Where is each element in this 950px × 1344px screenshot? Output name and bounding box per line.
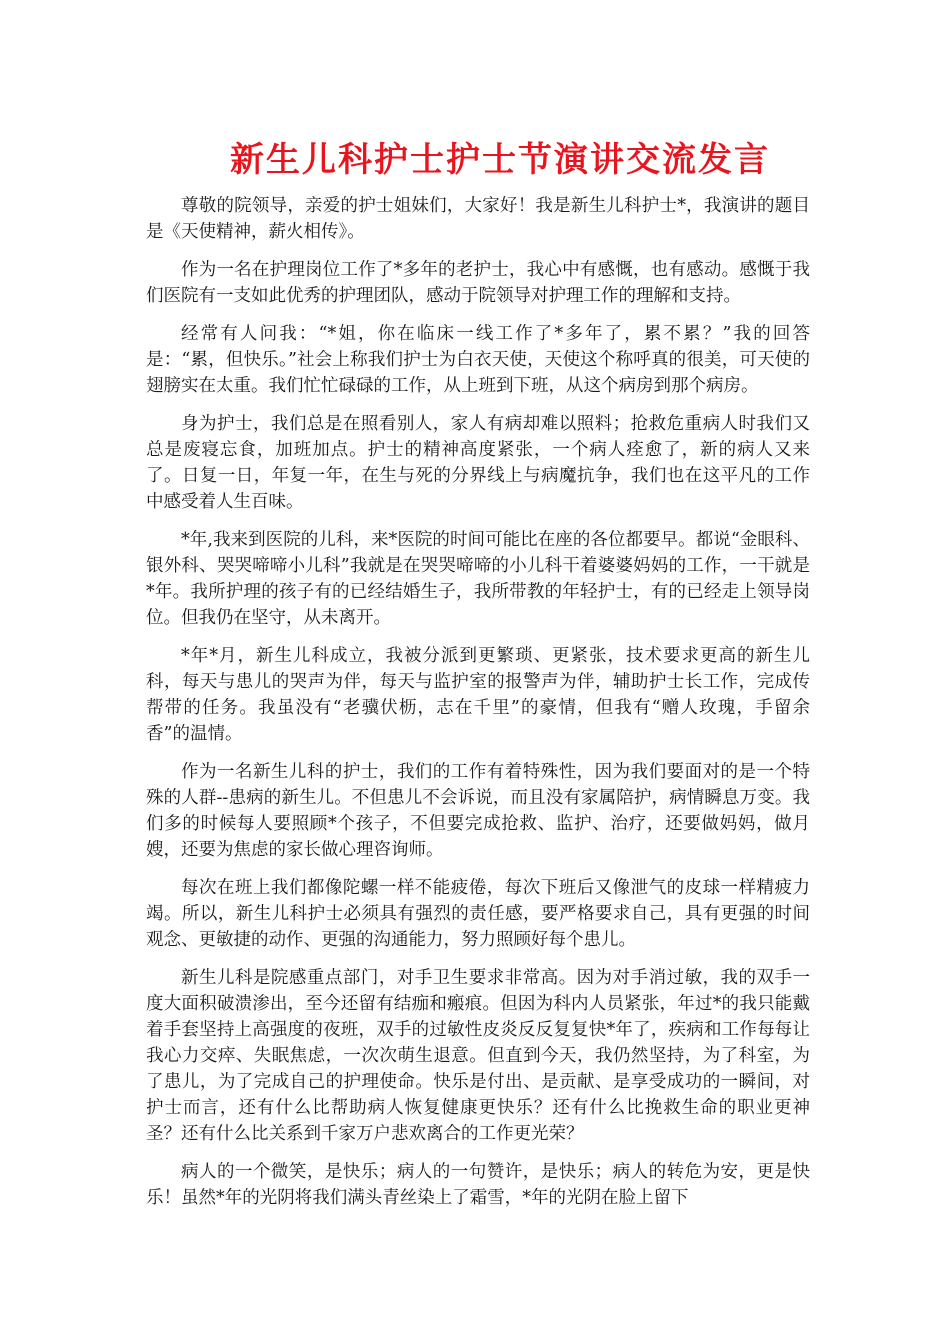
paragraph-2: 作为一名在护理岗位工作了*多年的老护士，我心中有感慨，也有感动。感慨于我们医院有一支如此优秀的护理团队，感动于院领导对护理工作的理解和支持。 (146, 260, 810, 306)
paragraph-7: 作为一名新生儿科的护士，我们的工作有着特殊性，因为我们要面对的是一个特殊的人群--患病的新生儿。不但患儿不会诉说，而且没有家属陪护，病情瞬息万变。我们多的时候每人要照顾*个孩子，不但要完成抢救、监护、治疗，还要做妈妈，做月嫂，还要为焦虑的家长做心理咨询师。 (146, 762, 810, 860)
paragraph-1: 尊敬的院领导，亲爱的护士姐妹们，大家好！我是新生儿科护士*，我演讲的题目是《天使精神，薪火相传》。 (146, 196, 810, 242)
document-body (146, 193, 810, 1211)
paragraph-4: 身为护士，我们总是在照看别人，家人有病却难以照料；抢救危重病人时我们又总是废寝忘食，加班加点。护士的精神高度紧张，一个病人痊愈了，新的病人又来了。日复一日，年复一年，在生与死的分界线上与病魔抗争，我们也在这平凡的工作中感受着人生百味。 (146, 414, 810, 512)
paragraph-9: 新生儿科是院感重点部门，对手卫生要求非常高。因为对手消过敏，我的双手一度大面积破溃渗出，至今还留有结痂和瘢痕。但因为科内人员紧张，年过*的我只能戴着手套坚持上高强度的夜班，双手的过敏性皮炎反反复复快*年了，疾病和工作每每让我心力交瘁、失眠焦虑，一次次萌生退意。但直到今天，我仍然坚持，为了科室，为了患儿，为了完成自己的护理使命。快乐是付出、是贡献、是享受成功的一瞬间，对护士而言，还有什么比帮助病人恢复健康更快乐？还有什么比挽救生命的职业更神圣？还有什么比关系到千家万户悲欢离合的工作更光荣？ (146, 968, 810, 1144)
paragraph-3: 经常有人问我：“*姐，你在临床一线工作了*多年了，累不累？”我的回答是：“累，但快乐。”社会上称我们护士为白衣天使，天使这个称呼真的很美，可天使的翅膀实在太重。我们忙忙碌碌的工作，从上班到下班，从这个病房到那个病房。 (146, 324, 810, 396)
paragraph-6: *年*月，新生儿科成立，我被分派到更繁琐、更紧张，技术要求更高的新生儿科，每天与患儿的哭声为伴，每天与监护室的报警声为伴，辅助护士长工作，完成传帮带的任务。我虽没有“老骥伏枥，志在千里”的豪情，但我有“赠人玫瑰，手留余香”的温情。 (146, 646, 810, 744)
paragraph-8: 每次在班上我们都像陀螺一样不能疲倦，每次下班后又像泄气的皮球一样精疲力竭。所以，新生儿科护士必须具有强烈的责任感，要严格要求自己，具有更强的时间观念、更敏捷的动作、更强的沟通能力，努力照顾好每个患儿。 (146, 878, 810, 950)
document-title: 新生儿科护士护士节演讲交流发言 (230, 140, 770, 180)
paragraph-5: *年,我来到医院的儿科，来*医院的时间可能比在座的各位都要早。都说“金眼科、银外科、哭哭啼啼小儿科”我就是在哭哭啼啼的小儿科干着婆婆妈妈的工作，一干就是*年。我所护理的孩子有的已经结婚生子，我所带教的年轻护士，有的已经走上领导岗位。但我仍在坚守，从未离开。 (146, 530, 810, 628)
paragraph-10: 病人的一个微笑，是快乐；病人的一句赞许，是快乐；病人的转危为安，更是快乐！虽然*年的光阴将我们满头青丝染上了霜雪，*年的光阴在脸上留下 (146, 1162, 810, 1208)
